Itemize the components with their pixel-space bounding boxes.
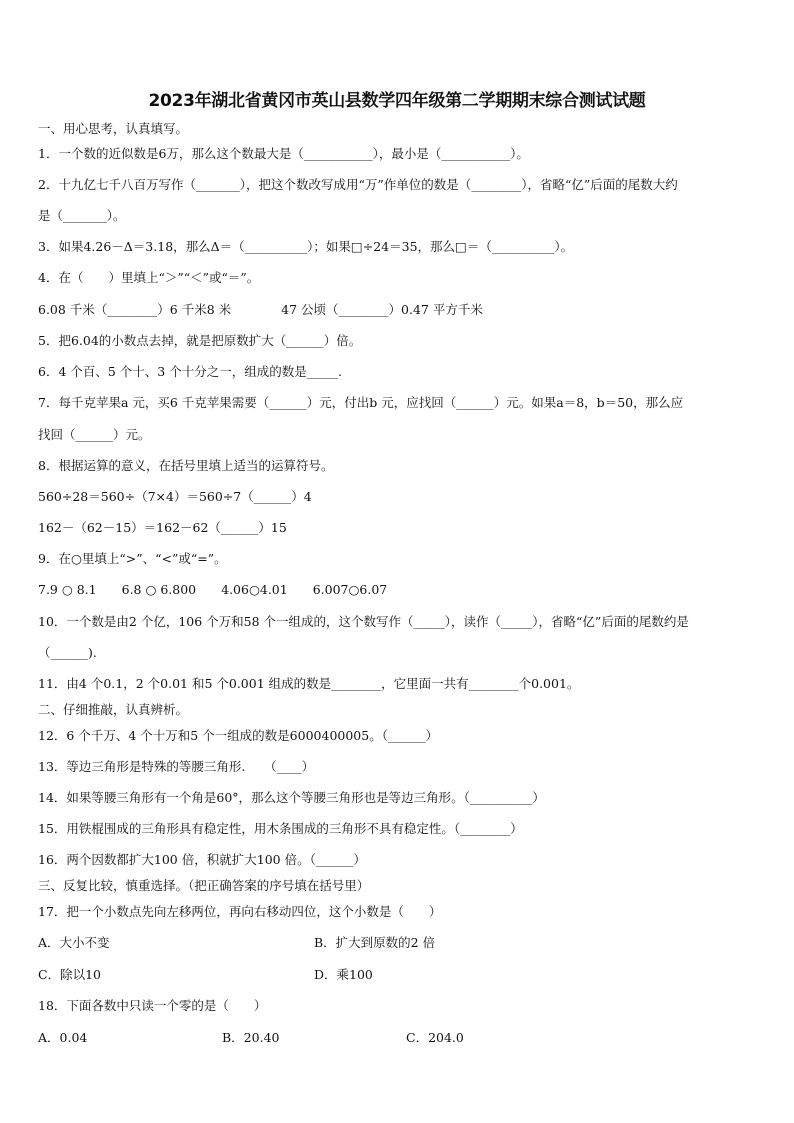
question-4: 4．在（ ）里填上“＞”“＜”或“＝”。 (38, 270, 260, 285)
section-2-heading: 二、仔细推敲，认真辨析。 (38, 702, 189, 717)
question-11: 11．由4 个0.1，2 个0.01 和5 个0.001 组成的数是________，它里面一共有________个0.001。 (38, 676, 580, 691)
q17-option-c: C．除以10 (38, 967, 101, 982)
question-7-line-2: 找回（______）元。 (38, 427, 151, 442)
question-9-items: 7.9 ○ 8.1 6.8 ○ 6.800 4.06○4.01 6.007○6.07 (38, 582, 388, 597)
question-4-items: 6.08 千米（________）6 千米8 米 47 公顷（________）0.47 平方千米 (38, 302, 483, 317)
question-2-line-2: 是（_______）。 (38, 208, 126, 223)
question-13: 13．等边三角形是特殊的等腰三角形. （____） (38, 759, 315, 774)
question-10-line-2: （______). (38, 645, 97, 660)
question-8: 8．根据运算的意义，在括号里填上适当的运算符号。 (38, 458, 334, 473)
q18-option-a: A．0.04 (38, 1030, 88, 1045)
question-2-line-1: 2．十九亿七千八百万写作（_______），把这个数改写成用“万”作单位的数是（________），省略“亿”后面的尾数大约 (38, 177, 678, 192)
q17-option-b: B．扩大到原数的2 倍 (314, 935, 436, 950)
question-17: 17．把一个小数点先向左移两位，再向右移动四位，这个小数是（ ） (38, 904, 442, 919)
question-5: 5．把6.04的小数点去掉，就是把原数扩大（______）倍。 (38, 333, 362, 348)
q18-option-c: C．204.0 (406, 1030, 464, 1045)
page-title: 2023年湖北省黄冈市英山县数学四年级第二学期期末综合测试试题 (148, 91, 646, 111)
question-10-line-1: 10．一个数是由2 个亿，106 个万和58 个一组成的，这个数写作（_____），读作（_____），省略“亿”后面的尾数约是 (38, 614, 689, 629)
question-16: 16．两个因数都扩大100 倍，积就扩大100 倍。（______） (38, 852, 366, 867)
question-15: 15．用铁棍围成的三角形具有稳定性，用木条围成的三角形不具有稳定性。（________） (38, 821, 523, 836)
question-3: 3．如果4.26－Δ＝3.18，那么Δ＝（__________）；如果□÷24＝35，那么□＝（__________）。 (38, 239, 574, 254)
question-6: 6．4 个百、5 个十、3 个十分之一，组成的数是_____. (38, 364, 342, 379)
question-1: 1．一个数的近似数是6万，那么这个数最大是（___________），最小是（___________）。 (38, 146, 529, 161)
question-12: 12．6 个千万、4 个十万和5 个一组成的数是6000400005。（______） (38, 728, 438, 743)
q17-option-d: D．乘100 (314, 967, 373, 982)
section-1-heading: 一、用心思考，认真填写。 (38, 121, 189, 136)
question-9: 9．在○里填上“>”、“<”或“=”。 (38, 551, 227, 566)
question-8-line-1: 560÷28＝560÷（7×4）＝560÷7（______）4 (38, 489, 312, 504)
q17-option-a: A．大小不变 (38, 935, 110, 950)
q18-option-b: B．20.40 (222, 1030, 280, 1045)
question-18: 18．下面各数中只读一个零的是（ ） (38, 998, 267, 1013)
question-14: 14．如果等腰三角形有一个角是60°，那么这个等腰三角形也是等边三角形。（__________） (38, 790, 545, 805)
question-7-line-1: 7．每千克苹果a 元，买6 千克苹果需要（______）元，付出b 元，应找回（______）元。如果a＝8，b＝50，那么应 (38, 395, 684, 410)
section-3-heading: 三、反复比较，慎重选择。（把正确答案的序号填在括号里） (38, 878, 370, 893)
question-8-line-2: 162－（62－15）＝162－62（______）15 (38, 520, 287, 535)
